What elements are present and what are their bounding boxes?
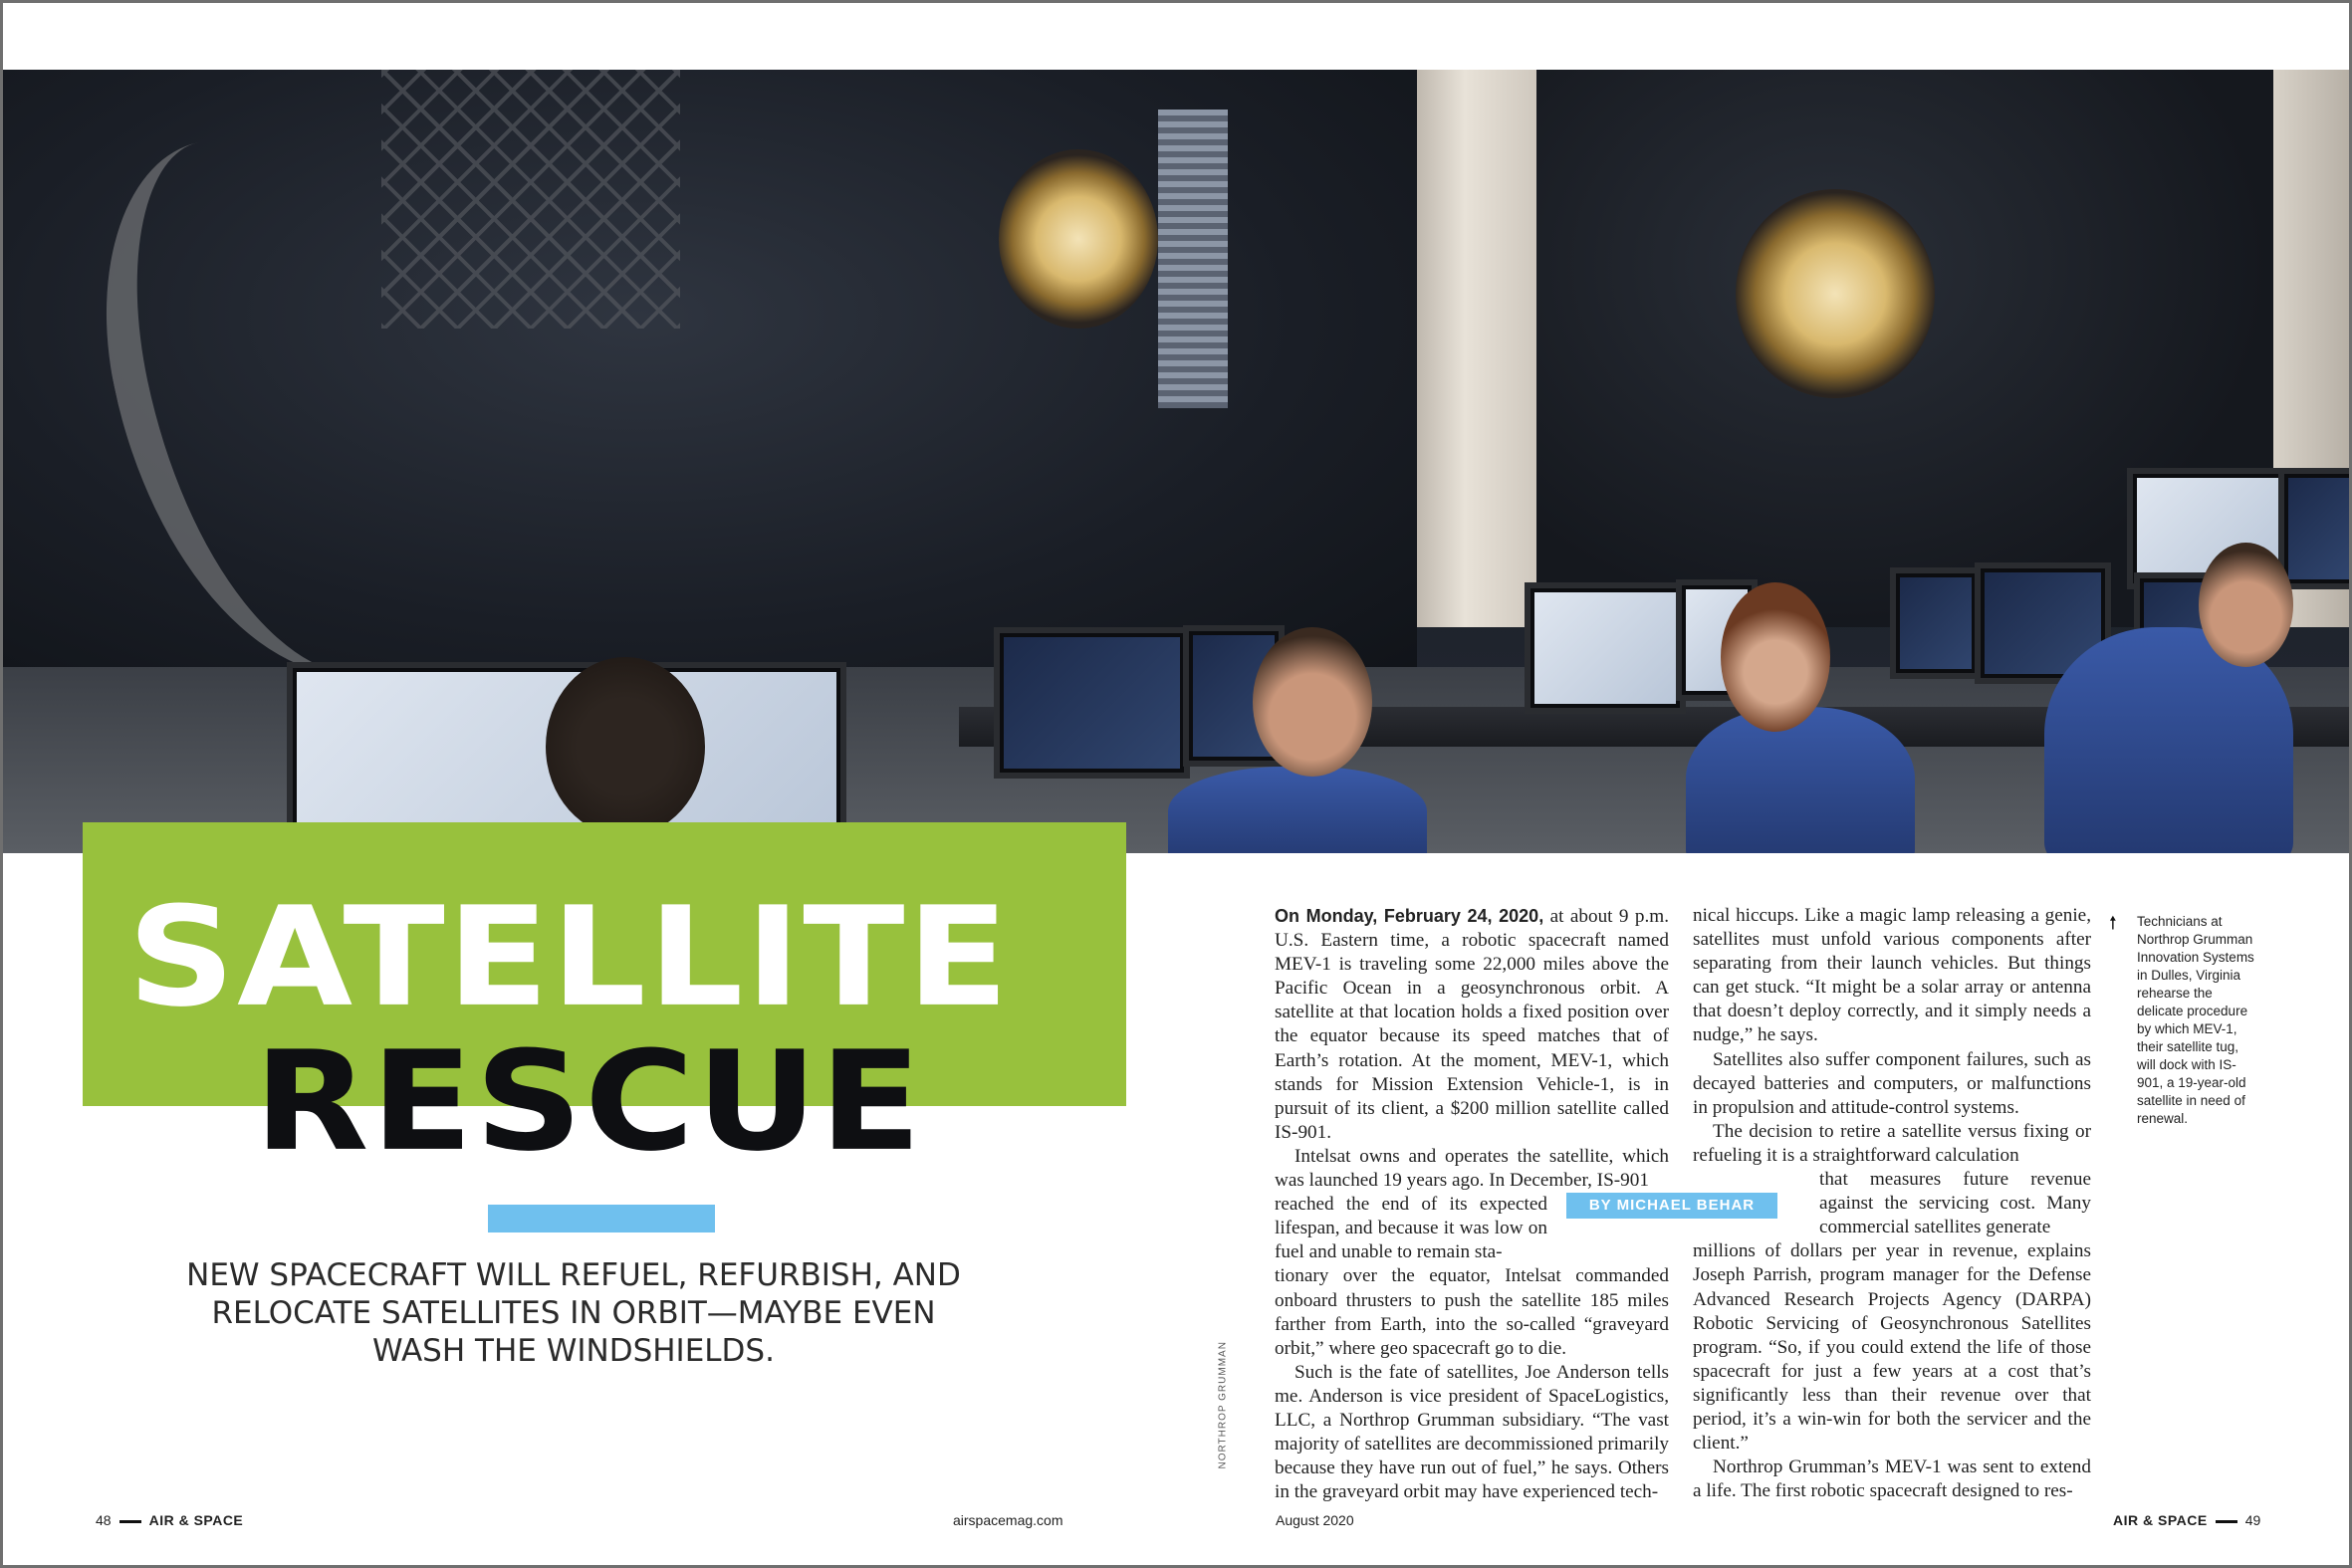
footer-right xyxy=(2113,1512,2260,1528)
footer-dash xyxy=(119,1520,141,1523)
article-paragraph: nical hiccups. Like a magic lamp releasing a genie, satellites must unfold various components after separating from their launch vehicles. But things can get stuck. “It might be a solar array or antenna that doesn’t deploy correctly, and it simply needs a nudge,” he says. xyxy=(1693,905,2091,1046)
footer-date: August 2020 xyxy=(1276,1512,1354,1528)
photo-satellite-mockup xyxy=(1736,189,1935,398)
article-column-2 xyxy=(1693,904,2091,1503)
photo-technician-head xyxy=(1253,627,1372,777)
article-paragraph: millions of dollars per year in revenue, explains Joseph Parrish, program manager for the Defense Advanced Research Projects Agency (DARPA) Robotic Servicing of Geosynchronous Satellites program. “So, if you could extend the life of those spacecraft for just a few years at a cost that’s significantly less than their revenue over that period, it’s a win-win for both the servicer and the client.” xyxy=(1693,1240,2091,1455)
headline-line-2: RESCUE xyxy=(254,1021,924,1183)
hero-photo xyxy=(3,70,2349,853)
article-text: reached the end of its expected lifespan, and because it was low on fuel and unable to remain sta- xyxy=(1275,1194,1547,1263)
article-paragraph: The decision to retire a satellite versus fixing or refueling it is a straightforward calculation xyxy=(1693,1120,2091,1166)
photo-technician-head xyxy=(546,657,705,836)
photo-technician xyxy=(1168,767,1427,853)
footer-left xyxy=(96,1512,243,1528)
photo-monitor xyxy=(994,627,1190,779)
article-text: at about 9 p.m. U.S. Eastern time, a robotic spacecraft named MEV-1 is traveling some 22,000 miles above the Pacific Ocean in a geosynchronous orbit. A satellite at that location holds a fixed position over the equator because its speed matches that of Earth’s rotation. At the moment, MEV-1, which stands for Mission Extension Vehicle-1, is in pursuit of its client, a $200 million satellite called IS-901. xyxy=(1275,906,1670,1143)
article-paragraph xyxy=(1693,1168,2091,1239)
photo-satellite-mockup xyxy=(999,149,1158,329)
page-number-left: 48 xyxy=(96,1512,112,1528)
headline-line-1: SATELLITE xyxy=(127,877,1012,1038)
photo-monitor xyxy=(2278,468,2349,589)
magazine-name-left: AIR & SPACE xyxy=(148,1512,244,1528)
footer-dash xyxy=(2216,1520,2237,1523)
photo-pillar xyxy=(1417,70,1536,627)
photo-technician-head xyxy=(2199,543,2293,667)
article-paragraph xyxy=(1275,904,1669,1145)
arrow-up-icon: 🠕 xyxy=(2109,913,2117,934)
page-number-right: 49 xyxy=(2244,1512,2261,1528)
photo-credit-text: NORTHROP GRUMMAN xyxy=(1217,1341,1229,1469)
photo-solar-panel xyxy=(1158,110,1228,408)
photo-monitor xyxy=(1890,567,1982,679)
photo-caption: Technicians at Northrop Grumman Innovation Systems in Dulles, Virginia rehearse the delicate procedure by which MEV-1, their satellite tug, will dock with IS-901, a 19-year-old satellite in need of renewal. xyxy=(2137,914,2254,1126)
article-paragraph: Intelsat owns and operates the satellite, which was launched 19 years ago. In December, IS-901 xyxy=(1275,1145,1669,1192)
deck-subhead: NEW SPACECRAFT WILL REFUEL, REFURBISH, AND RELOCATE SATELLITES IN ORBIT—MAYBE EVEN WASH THE WINDSHIELDS. xyxy=(186,1257,961,1369)
article-text: that measures future revenue against the servicing cost. Many commercial satellites generate xyxy=(1819,1169,2091,1238)
accent-bar xyxy=(488,1205,715,1232)
byline: BY MICHAEL BEHAR xyxy=(1566,1193,1777,1219)
article-lead-in: On Monday, February 24, 2020, xyxy=(1275,906,1544,926)
photo-technician xyxy=(1686,707,1915,853)
photo-credit xyxy=(1213,1341,1233,1473)
article-paragraph: Such is the fate of satellites, Joe Anderson tells me. Anderson is vice president of SpaceLogistics, LLC, a Northrop Grumman subsidiary. “The vast majority of satellites are decommissioned primarily because they have run out of fuel,” he says. Others in the graveyard orbit may have experienced tech- xyxy=(1275,1361,1669,1503)
magazine-name-right: AIR & SPACE xyxy=(2113,1512,2208,1528)
photo-technician-head xyxy=(1721,582,1830,732)
article-paragraph: Satellites also suffer component failures, such as decayed batteries and computers, or malfunctions in propulsion and attitude-control systems. xyxy=(1693,1048,2091,1118)
photo-monitor xyxy=(1525,582,1686,714)
article-paragraph: Northrop Grumman’s MEV-1 was sent to extend a life. The first robotic spacecraft designed to res- xyxy=(1693,1456,2091,1502)
article-paragraph: tionary over the equator, Intelsat commanded onboard thrusters to push the satellite 185 miles farther from Earth, into the so-called “graveyard orbit,” where geo spacecraft go to die. xyxy=(1275,1265,1669,1359)
footer-url: airspacemag.com xyxy=(953,1512,1063,1528)
